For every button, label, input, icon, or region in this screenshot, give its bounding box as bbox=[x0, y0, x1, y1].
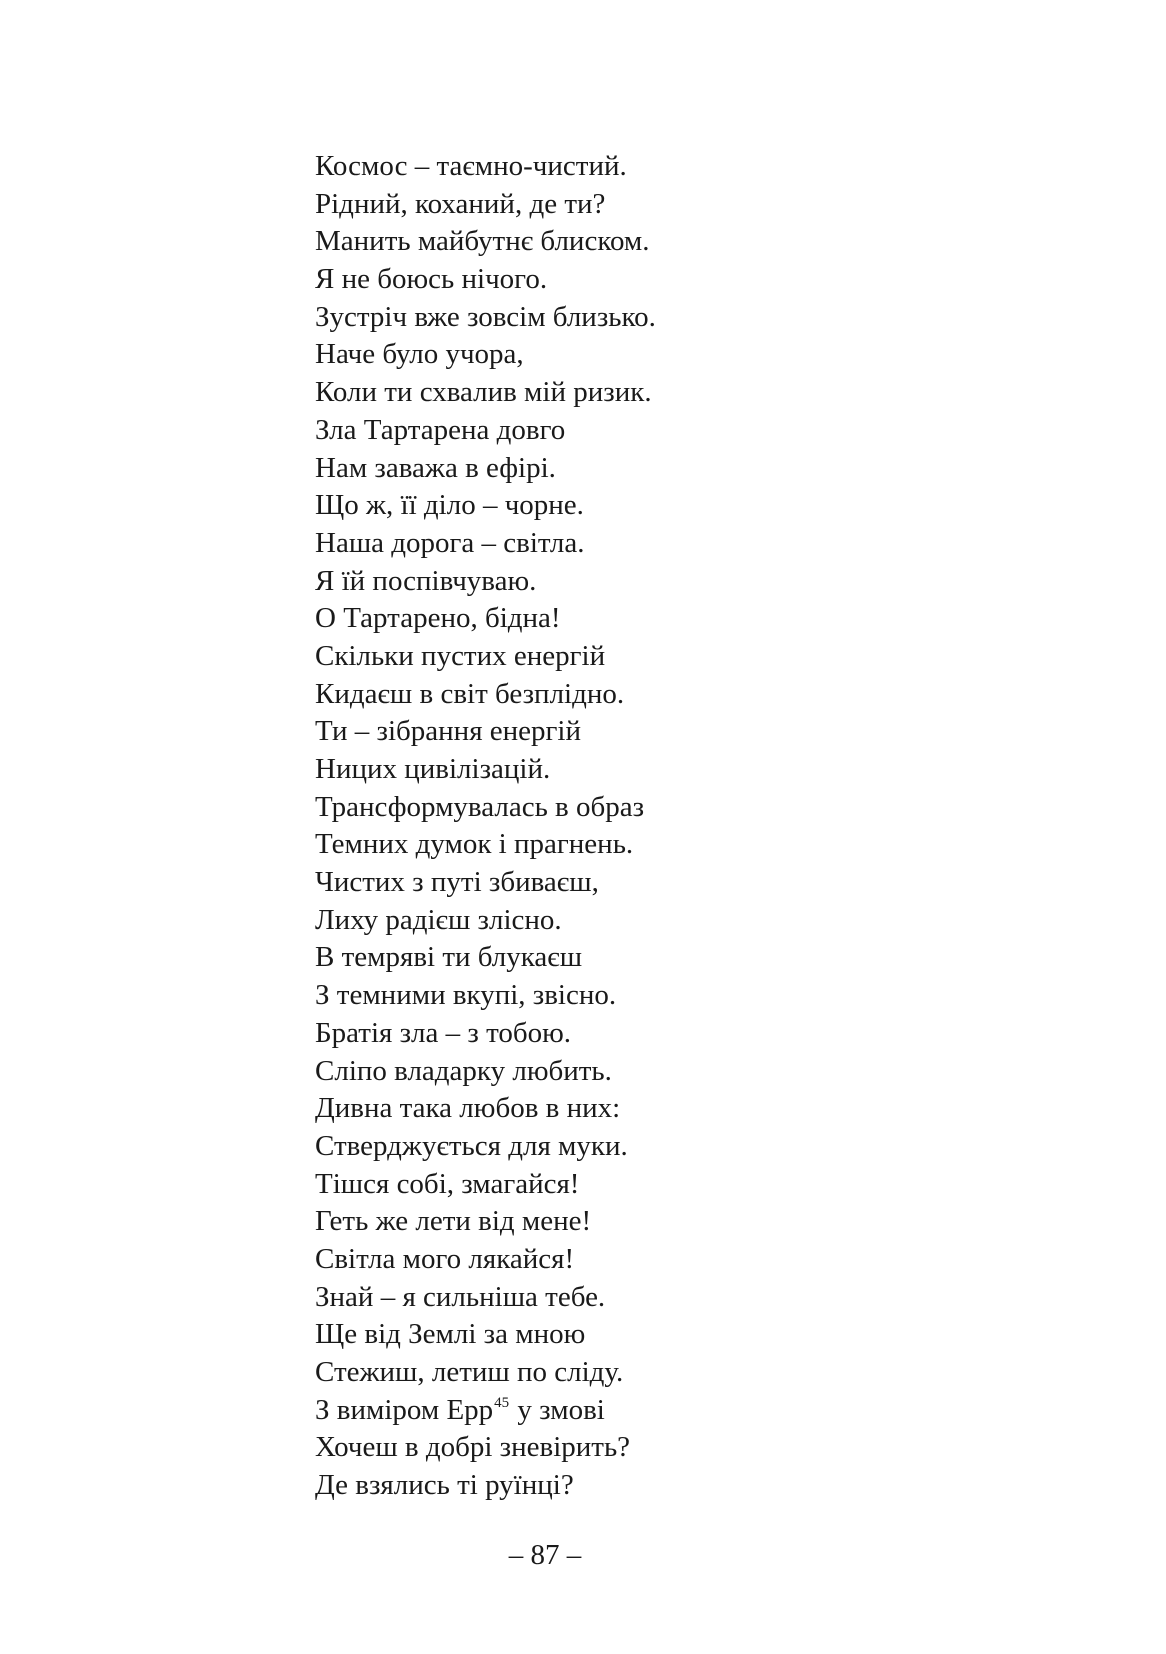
poem-line: Зустріч вже зовсім близько. bbox=[315, 300, 656, 333]
poem-line: Коли ти схвалив мій ризик. bbox=[315, 376, 652, 409]
poem-line: Тішся собі, змагайся! bbox=[315, 1167, 580, 1200]
poem-line: Стежиш, летиш по сліду. bbox=[315, 1356, 624, 1388]
poem-line: Трансформувалась в образ bbox=[315, 790, 645, 823]
page-number: – 87 – bbox=[508, 1539, 582, 1571]
poem-line: Ницих цивілізацій. bbox=[315, 753, 551, 785]
poem-line: Космос – таємно-чистий. bbox=[315, 150, 627, 182]
poem-line: Темних думок і прагнень. bbox=[315, 828, 634, 861]
poem-line: Нам заважа в ефірі. bbox=[315, 451, 556, 484]
poem-line: Наша дорога – світла. bbox=[315, 526, 585, 559]
poem-line: Скільки пустих енергій bbox=[315, 639, 606, 672]
poem-line-with-footnote bbox=[315, 1392, 656, 1430]
poem-line: Сліпо владарку любить. bbox=[315, 1054, 612, 1087]
poem-line: Геть же лети від мене! bbox=[315, 1205, 592, 1238]
poem-line: Лиху радієш злісно. bbox=[315, 903, 562, 936]
poem-line: Рідний, коханий, де ти? bbox=[315, 187, 606, 220]
poem-line-text-after: у змові bbox=[510, 1393, 605, 1426]
poem-line: З темними вкупі, звісно. bbox=[315, 979, 617, 1012]
poem-line: Зла Тартарена довго bbox=[315, 413, 566, 446]
poem-line: Хочеш в добрі зневірить? bbox=[315, 1431, 631, 1464]
poem-line-text-before: З виміром Ерр bbox=[315, 1393, 494, 1426]
poem-line: Братія зла – з тобою. bbox=[315, 1016, 572, 1049]
poem-line: Чистих з путі збиваєш, bbox=[315, 866, 599, 899]
poem-line: Я їй поспівчуваю. bbox=[315, 564, 537, 597]
poem-line: Ти – зібрання енергій bbox=[315, 715, 582, 748]
poem-line: Манить майбутнє блиском. bbox=[315, 225, 650, 258]
poem-line: В темряві ти блукаєш bbox=[315, 941, 583, 974]
poem-text bbox=[315, 148, 656, 1505]
poem-line: Що ж, її діло – чорне. bbox=[315, 489, 584, 522]
poem-line: Ще від Землі за мною bbox=[315, 1318, 586, 1351]
footnote-reference[interactable]: 45 bbox=[494, 1394, 510, 1411]
poem-line: Наче було учора, bbox=[315, 338, 524, 371]
poem-line: Світла мого лякайся! bbox=[315, 1242, 575, 1275]
poem-line: Кидаєш в світ безплідно. bbox=[315, 677, 625, 710]
poem-line: О Тартарено, бідна! bbox=[315, 602, 561, 635]
poem-line: Знай – я сильніша тебе. bbox=[315, 1280, 606, 1313]
poem-line: Дивна така любов в них: bbox=[315, 1092, 621, 1125]
poem-line: Я не боюсь нічого. bbox=[315, 263, 548, 296]
poem-line: Стверджується для муки. bbox=[315, 1129, 628, 1162]
poem-line: Де взялись ті руїнці? bbox=[315, 1469, 574, 1502]
